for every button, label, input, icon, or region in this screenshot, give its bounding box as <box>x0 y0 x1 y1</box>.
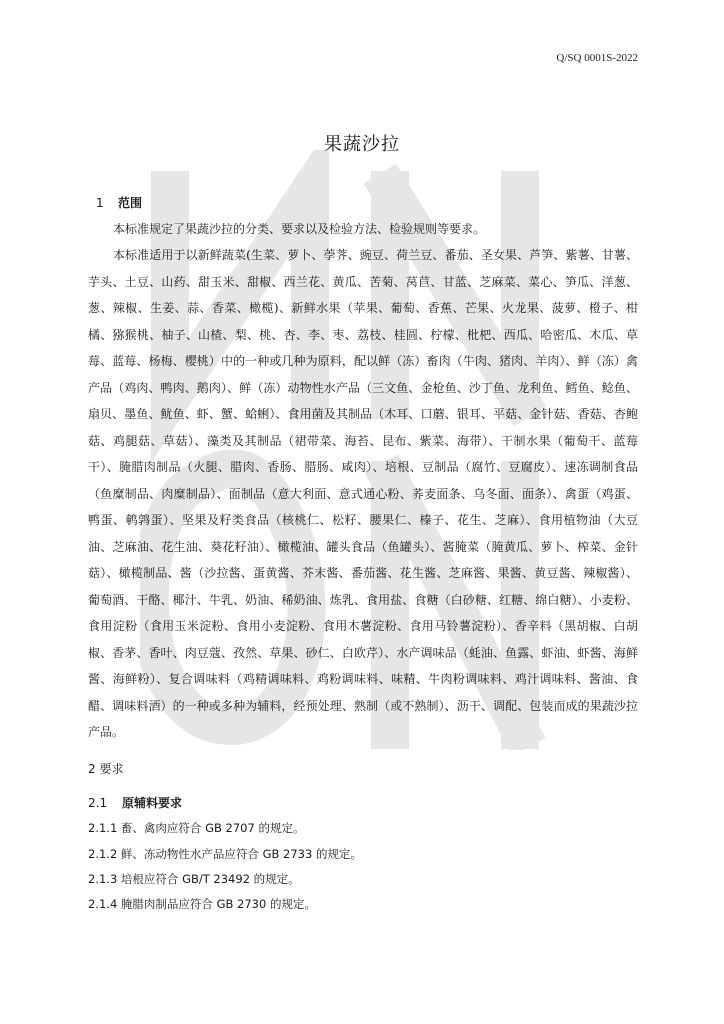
section-title: 范围 <box>118 196 143 210</box>
scope-paragraph-2: 本标准适用于以新鲜蔬菜(生菜、萝卜、荸荠、豌豆、荷兰豆、番茄、圣女果、芦笋、紫薯、甘薯、芋头、土豆、山药、甜玉米、甜椒、西兰花、黄瓜、苦菊、莴苣、甘蓝、芝麻菜、菜心、笋瓜、洋葱、葱、辣椒、生姜、蒜、香菜、橄榄)、新鲜水果（苹果、葡萄、香蕉、芒果、火龙果、菠萝、橙子、柑橘、猕猴桃、柚子、山楂、梨、桃、杏、李、枣、荔枝、桂圆、柠檬、枇杷、西瓜、哈密瓜、木瓜、草莓、蓝莓、杨梅、樱桃）中的一种或几种为原料，配以鲜（冻）畜肉（牛肉、猪肉、羊肉）、鲜（冻）禽产品（鸡肉、鸭肉、鹅肉）、鲜（冻）动物性水产品（三文鱼、金枪鱼、沙丁鱼、龙利鱼、鳕鱼、鲶鱼、扇贝、墨鱼、鱿鱼、虾、蟹、蛤蜊）、食用菌及其制品（木耳、口蘑、银耳、平菇、金针菇、香菇、杏鲍菇、鸡腿菇、草菇）、藻类及其制品（裙带菜、海苔、昆布、紫菜、海带）、干制水果（葡萄干、蓝莓干）、腌腊肉制品（火腿、腊肉、香肠、腊肠、咸肉）、培根、豆制品（腐竹、豆腐皮）、速冻调制食品（鱼糜制品、肉糜制品）、面制品（意大利面、意式通心粉、荞麦面条、乌冬面、面条）、禽蛋（鸡蛋、鸭蛋、鹌鹑蛋）、坚果及籽类食品（核桃仁、松籽、腰果仁、榛子、花生、芝麻）、食用植物油（大豆油、芝麻油、花生油、葵花籽油）、橄榄油、罐头食品（鱼罐头）、酱腌菜（腌黄瓜、萝卜、榨菜、金针菇）、橄榄制品、酱（沙拉酱、蛋黄酱、芥末酱、番茄酱、花生酱、芝麻酱、果酱、黄豆酱、辣椒酱）、葡萄酒、干酪、椰汁、牛乳、奶油、稀奶油、炼乳、食用盐、食糖（白砂糖、红糖、绵白糖）、小麦粉、食用淀粉（食用玉米淀粉、食用小麦淀粉、食用木薯淀粉、食用马铃薯淀粉）、香辛料（黑胡椒、白胡椒、香茅、香叶、肉豆蔻、孜然、草果、砂仁、白欧芹）、水产调味品（蚝油、鱼露、虾油、虾酱、海鲜酱、海鲜粉）、复合调味料（鸡精调味料、鸡粉调味料、味精、牛肉粉调味料、鸡汁调味料、酱油、食醋、调味料酒）的一种或多种为辅料，经预处理、熟制（或不熟制）、沥干、调配、包装而成的果蔬沙拉产品。 <box>88 248 638 739</box>
document-title: 果蔬沙拉 <box>324 134 400 155</box>
subsection-heading <box>88 794 182 811</box>
standard-code: Q/SQ 0001S-2022 <box>556 52 638 64</box>
section-heading-scope <box>96 194 142 211</box>
section-heading-requirements: 2 要求 <box>88 762 124 776</box>
subsection-number: 2.1 <box>88 796 108 810</box>
clause-item: 2.1.2 鲜、冻动物性水产品应符合 GB 2733 的规定。 <box>88 847 362 861</box>
section-number: 1 <box>96 196 104 210</box>
clause-item: 2.1.4 腌腊肉制品应符合 GB 2730 的规定。 <box>88 897 316 911</box>
subsection-title: 原辅料要求 <box>122 796 183 810</box>
clause-item: 2.1.1 畜、禽肉应符合 GB 2707 的规定。 <box>88 821 305 835</box>
clause-item: 2.1.3 培根应符合 GB/T 23492 的规定。 <box>88 872 300 886</box>
scope-paragraph-1: 本标准规定了果蔬沙拉的分类、要求以及检验方法、检验规则等要求。 <box>113 222 486 236</box>
